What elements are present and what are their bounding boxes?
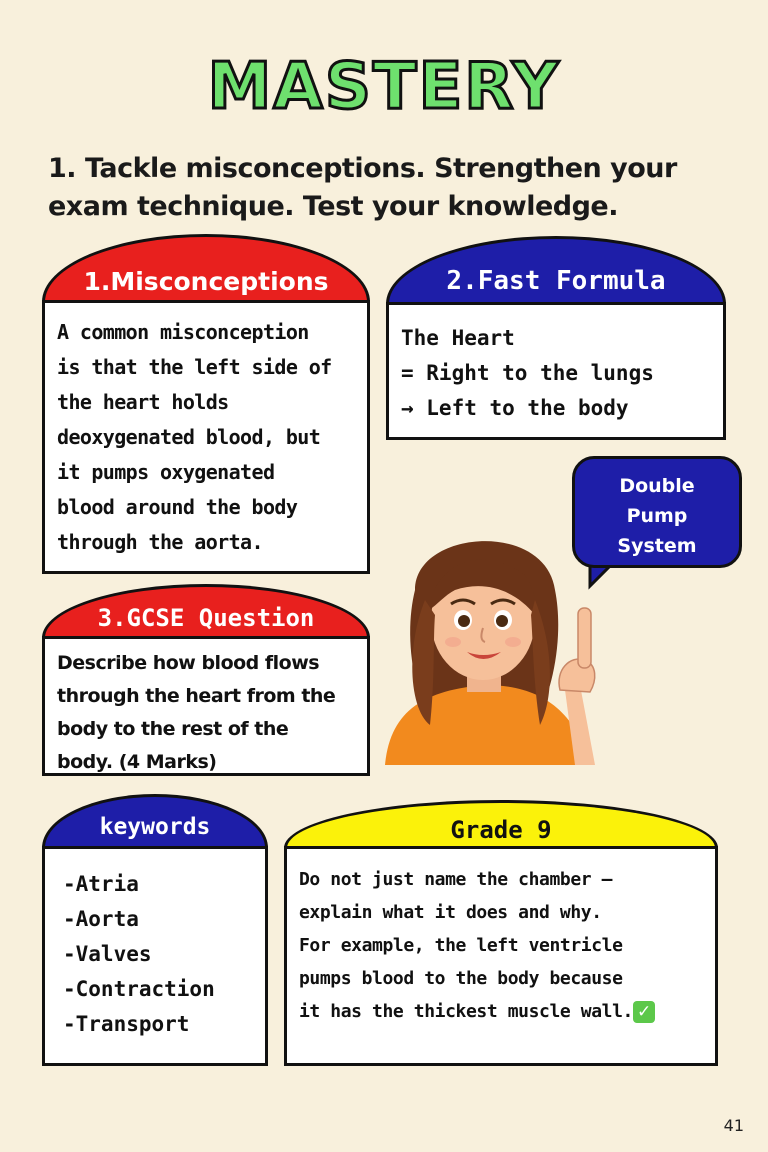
misconceptions-header	[42, 234, 370, 302]
misconceptions-line: deoxygenated blood, but	[57, 425, 321, 449]
grade9-line: pumps blood to the body because	[299, 968, 623, 989]
grade9-last-line	[299, 995, 715, 1028]
keywords-header	[42, 794, 268, 848]
gcse-question-line: body. (4 Marks)	[57, 751, 217, 773]
page-title: MASTERY	[207, 50, 561, 124]
gcse-question-line: through the heart from the	[57, 685, 336, 707]
grade9-header	[284, 800, 718, 848]
fast-formula-line: = Right to the lungs	[401, 361, 654, 385]
grade9-heading: Grade 9	[450, 816, 552, 844]
grade9-line: it has the thickest muscle wall.	[299, 1001, 633, 1022]
gcse-question-header	[42, 584, 370, 638]
gcse-question-heading: 3.GCSE Question	[97, 604, 315, 632]
fast-formula-box	[386, 302, 726, 440]
fast-formula-header	[386, 236, 726, 304]
misconceptions-line: A common misconception	[57, 320, 309, 344]
misconceptions-line: is that the left side of	[57, 355, 332, 379]
misconceptions-line: the heart holds	[57, 390, 229, 414]
keyword-item: -Valves	[63, 942, 152, 966]
bubble-line: Pump	[626, 505, 688, 527]
keyword-item: -Transport	[63, 1012, 190, 1036]
keyword-item: -Atria	[63, 872, 139, 896]
keyword-item: -Aorta	[63, 907, 139, 931]
gcse-question-line: Describe how blood flows	[57, 652, 320, 674]
keywords-heading: keywords	[99, 814, 211, 840]
grade9-box	[284, 846, 718, 1066]
check-mark-icon: ✓	[633, 1001, 655, 1023]
keyword-item: -Contraction	[63, 977, 215, 1001]
grade9-line: For example, the left ventricle	[299, 935, 623, 956]
misconceptions-heading: 1.Misconceptions	[83, 267, 329, 296]
grade9-line: explain what it does and why.	[299, 902, 602, 923]
page-number: 41	[723, 1116, 744, 1135]
bubble-line: Double	[619, 475, 695, 497]
keywords-box	[42, 846, 268, 1066]
misconceptions-line: it pumps oxygenated	[57, 460, 275, 484]
fast-formula-heading: 2.Fast Formula	[446, 266, 666, 296]
fast-formula-line: The Heart	[401, 326, 515, 350]
bubble-line: System	[617, 535, 697, 557]
misconceptions-box	[42, 300, 370, 574]
intro-text: 1. Tackle misconceptions. Strengthen your exam technique. Test your knowledge.	[48, 153, 677, 222]
misconceptions-line: through the aorta.	[57, 530, 263, 554]
misconceptions-line: blood around the body	[57, 495, 298, 519]
grade9-line: Do not just name the chamber —	[299, 869, 613, 890]
fast-formula-line: → Left to the body	[401, 396, 629, 420]
gcse-question-line: body to the rest of the	[57, 718, 289, 740]
gcse-question-box	[42, 636, 370, 776]
teacher-character-illustration	[375, 520, 645, 765]
